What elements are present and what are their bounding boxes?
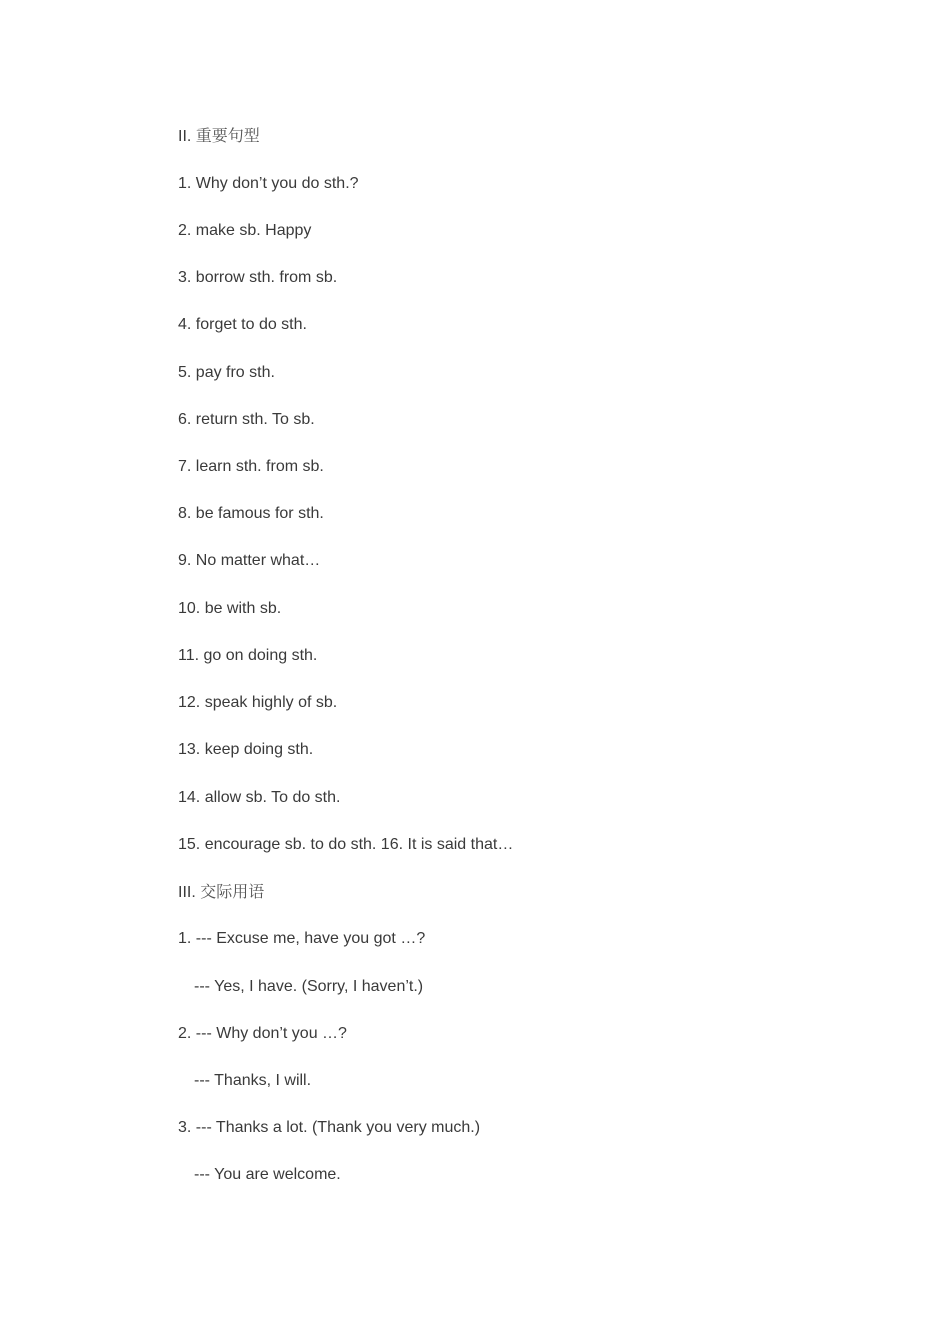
list-item: 13. keep doing sth. — [178, 741, 314, 758]
list-item: 5. pay fro sth. — [178, 364, 275, 381]
list-item: 4. forget to do sth. — [178, 316, 307, 333]
list-item: 10. be with sb. — [178, 600, 282, 617]
dialogue-answer: --- You are welcome. — [194, 1166, 341, 1183]
list-item: 14. allow sb. To do sth. — [178, 789, 341, 806]
dialogue-question: 2. --- Why don’t you …? — [178, 1025, 347, 1042]
dialogue-answer: --- Thanks, I will. — [194, 1072, 312, 1089]
list-item: 12. speak highly of sb. — [178, 694, 338, 711]
list-item: 9. No matter what… — [178, 552, 321, 569]
list-item: 2. make sb. Happy — [178, 222, 312, 239]
list-item: 15. encourage sb. to do sth. 16. It is said that… — [178, 836, 514, 853]
list-item: 6. return sth. To sb. — [178, 411, 315, 428]
section-heading-3 — [178, 882, 264, 903]
section-numeral: III. — [178, 884, 196, 901]
section-title: 重要句型 — [195, 126, 260, 145]
list-item: 11. go on doing sth. — [178, 647, 318, 664]
dialogue-question: 1. --- Excuse me, have you got …? — [178, 930, 426, 947]
list-item: 1. Why don’t you do sth.? — [178, 175, 359, 192]
list-item: 7. learn sth. from sb. — [178, 458, 324, 475]
dialogue-answer: --- Yes, I have. (Sorry, I haven’t.) — [194, 978, 424, 995]
dialogue-question: 3. --- Thanks a lot. (Thank you very much.) — [178, 1119, 481, 1136]
list-item: 8. be famous for sth. — [178, 505, 324, 522]
section-numeral: II. — [178, 128, 192, 145]
list-item: 3. borrow sth. from sb. — [178, 269, 338, 286]
section-title: 交际用语 — [200, 882, 265, 901]
section-heading-2 — [178, 126, 260, 147]
